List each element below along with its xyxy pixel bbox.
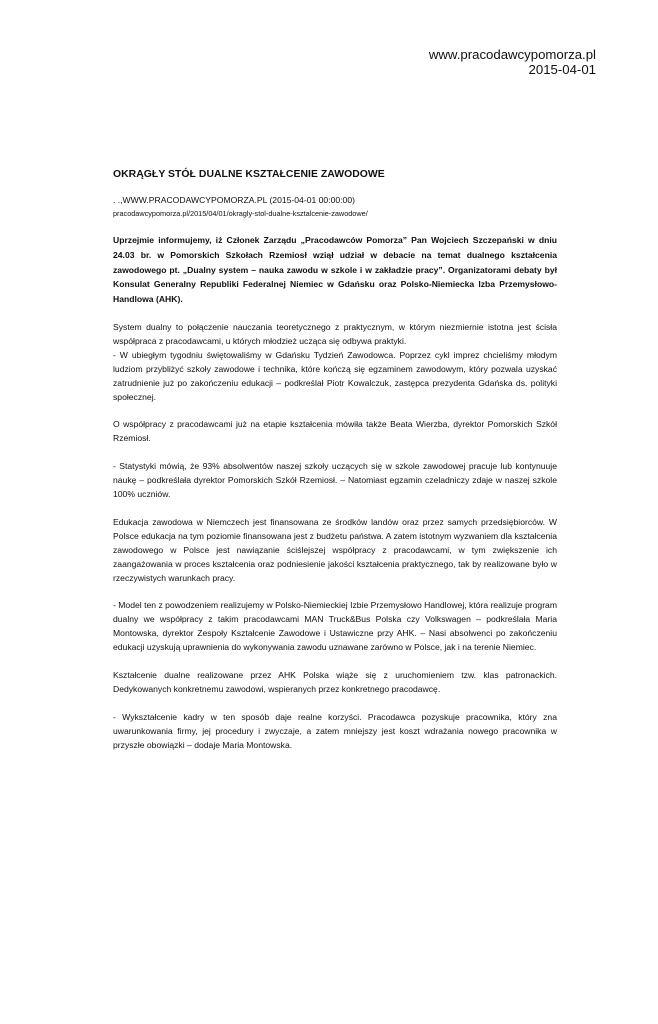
article-title: OKRĄGŁY STÓŁ DUALNE KSZTAŁCENIE ZAWODOWE	[113, 169, 385, 180]
article	[113, 168, 557, 767]
article-url: pracodawcypomorza.pl/2015/04/01/okragly-stol-dualne-ksztalcenie-zawodowe/	[113, 209, 368, 218]
paragraph-6: Kształcenie dualne realizowane przez AHK Polska wiąże się z uruchomieniem tzw. klas patronackich. Dedykowanych konkretnemu zawodowi, wspieranych przez konkretnego pracodawcę.	[113, 670, 557, 695]
paragraph-2: O współpracy z pracodawcami już na etapie kształcenia mówiła także Beata Wierzba, dyrektor Pomorskich Szkół Rzemiosł.	[113, 419, 557, 444]
article-source: . .,WWW.PRACODAWCYPOMORZA.PL (2015-04-01 00:00:00)	[113, 195, 355, 205]
paragraph-1-sentence-2: - W ubiegłym tygodniu świętowaliśmy w Gdańsku Tydzień Zawodowca. Poprzez cykl imprez chcieliśmy młodym ludziom przybliżyć szkoły zawodowe i technika, które kończą się egzaminem zawodowym, który pozwala uzyskać zatrudnienie już po zakończeniu edukacji – podkreślał Piotr Kowalczuk, zastępca prezydenta Gdańska ds. polityki społecznej.	[113, 349, 557, 402]
paragraph-3: - Statystyki mówią, że 93% absolwentów naszej szkoły uczących się w szkole zawodowej pracuje lub kontynuuje naukę – podkreślała dyrektor Pomorskich Szkół Rzemiosł. – Natomiast egzamin czeladniczy zdaje w naszej szkole 100% uczniów.	[113, 461, 557, 500]
paragraph-7: - Wykształcenie kadry w ten sposób daje realne korzyści. Pracodawca pozyskuje pracownika, który zna uwarunkowania firmy, jej procedury i zwyczaje, a zatem mniejszy jest koszt wdrażania nowego pracownika w przyszłe obowiązki – dodaje Maria Montowska.	[113, 711, 557, 750]
page-header	[429, 47, 596, 77]
paragraph-5: - Model ten z powodzeniem realizujemy w Polsko-Niemieckiej Izbie Przemysłowo Handlowej, która realizuje program dualny we współpracy z takim pracodawcami MAN Truck&Bus Polska czy Volkswagen – podkreślała Maria Montowska, dyrektor Zespoły Kształcenie Zawodowe i Ustawiczne przy AHK. – Nasi absolwenci po zakończeniu edukacji uzyskują uprawnienia do wykonywania zawodu uznawane zarówno w Polsce, jak i na terenie Niemiec.	[113, 600, 557, 653]
article-lead: Uprzejmie informujemy, iż Członek Zarządu „Pracodawców Pomorza” Pan Wojciech Szczepański w dniu 24.03 br. w Pomorskich Szkołach Rzemiosł wziął udział w debacie na temat dualnego kształcenia zawodowego pt. „Dualny system – nauka zawodu w szkole i w zakładzie pracy”. Organizatorami debaty był Konsulat Generalny Republiki Federalnej Niemiec w Gdańsku oraz Polsko-Niemiecka Izba Przemysłowo-Handlowa (AHK).	[113, 235, 557, 305]
publication-date: 2015-04-01	[528, 62, 596, 77]
site-name: www.pracodawcypomorza.pl	[428, 47, 596, 62]
paragraph-4: Edukacja zawodowa w Niemczech jest finansowana ze środków landów oraz przez samych przedsiębiorców. W Polsce edukacja na tym poziomie finansowana jest z budżetu państwa. A zatem istotnym wyzwaniem dla kształcenia zawodowego w Polsce jest nawiązanie ściślejszej współpracy z pracodawcami, w tym zwiększenie ich zaangażowania w proces kształcenia oraz podniesienie jakości kształcenia praktycznego, tak by realizowane było w rzeczywistych warunkach pracy.	[113, 516, 557, 583]
paragraph-1-sentence-1: System dualny to połączenie nauczania teoretycznego z praktycznym, w którym niezmiernie istotna jest ścisła współpraca z pracodawcami, u których młodzież ucząca się odbywa praktyki.	[113, 321, 557, 346]
paragraph-1	[113, 321, 557, 404]
